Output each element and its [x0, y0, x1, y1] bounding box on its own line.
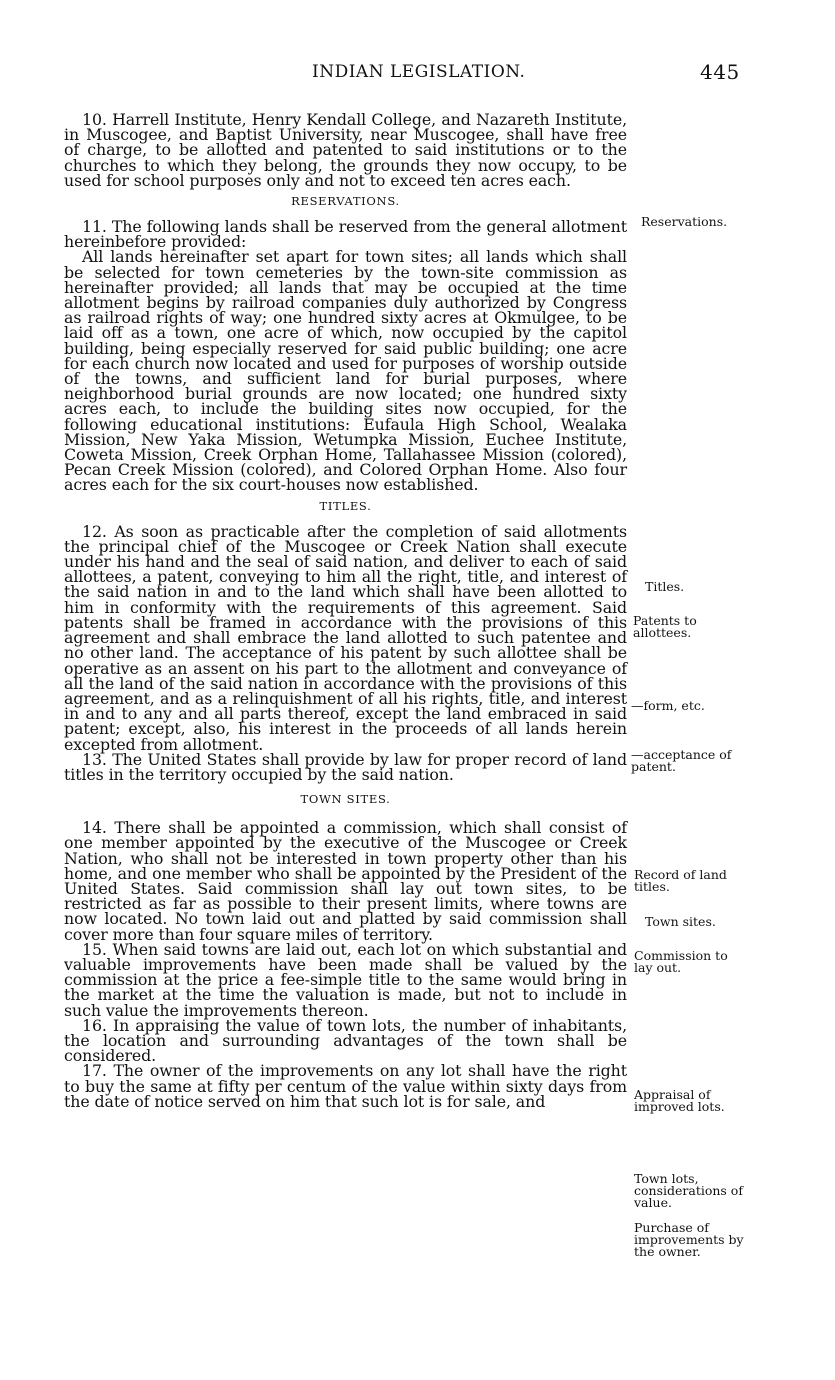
- margin-note-appraisal: Appraisal of improved lots.: [634, 1087, 725, 1114]
- heading-titles: TITLES.: [319, 498, 372, 513]
- paragraph-17: 17. The owner of the improvements on any lot shall have the right to buy the same at fifty per centum of the value within sixty days from the date of notice served on him that such lot is for sale, and: [64, 1061, 627, 1111]
- margin-note-town-lots: Town lots, considerations of value.: [634, 1171, 743, 1210]
- paragraph-11-lands: All lands hereinafter set apart for town sites; all lands which shall be selected for town cemeteries by the town-site commission as hereinafter provided; all lands that may be occupied at the time allotment begins by railroad companies duly authorized by Congress as railroad rights of way; one hundred sixty acres at Okmulgee, to be laid off as a town, one acre of which, now occupied by the capitol building, being especially reserved for said public building; one acre for each church now located and used for purposes of worship outside of the towns, and sufficient land for burial purposes, where neighborhood burial grounds are now located; one hundred sixty acres each, to include the building sites now occupied, for the following educational institutions: Eufaula High School, Wealaka Mission, New Yaka Mission, Wetumpka Mission, Euchee Institute, Coweta Mission, Creek Orphan Home, Tallahassee Mission (colored), Pecan Creek Mission (colored), and Colored Orphan Home. Also four acres each for the six court-houses now established.: [64, 247, 627, 495]
- margin-note-record: Record of land titles.: [634, 867, 727, 894]
- paragraph-12: 12. As soon as practicable after the completion of said allotments the principal chief of the Muscogee or Creek Nation shall execute under his hand and the seal of said nation, and deliver to each of said allottees, a patent, conveying to him all the right, title, and interest of the said nation in and to the land which shall have been allotted to him in conformity with the requirements of this agreement. Said patents shall be framed in accordance with the provisions of this agreement and shall embrace the land allotted to such patentee and no other land. The acceptance of his patent by such allottee shall be operative as an assent on his part to the allotment and conveyance of all the land of the said nation in accordance with the provisions of this agreement, and as a relinquishment of all his rights, title, and interest in and to any and all parts thereof, except the land embraced in said patent; except, also, his interest in the proceeds of all lands herein excepted from allotment.: [64, 521, 627, 754]
- margin-note-purchase: Purchase of improvements by the owner.: [634, 1220, 744, 1259]
- heading-town-sites: TOWN SITES.: [300, 792, 391, 807]
- margin-note-commission: Commission to lay out.: [634, 948, 728, 975]
- paragraph-10: 10. Harrell Institute, Henry Kendall College, and Nazareth Institute, in Muscogee, and Baptist University, near Muscogee, shall have free of charge, to be allotted and patented to said institutions or to the churches to which they belong, the grounds they now occupy, to be used for school purposes only and not to exceed ten acres each.: [64, 110, 627, 190]
- paragraph-11: 11. The following lands shall be reserved from the general allotment hereinbefore provided:: [64, 217, 627, 252]
- paragraph-15: 15. When said towns are laid out, each lot on which substantial and valuable improvements have been made shall be valued by the commission at the price a fee-simple title to the same would bring in the market at the time the valuation is made, but not to include in such value the improvements thereon.: [64, 939, 627, 1020]
- margin-note-titles: Titles.: [645, 579, 685, 594]
- margin-note-reservations: Reservations.: [641, 214, 728, 229]
- running-head: INDIAN LEGISLATION.: [312, 62, 526, 82]
- paragraph-13: 13. The United States shall provide by law for proper record of land titles in the territory occupied by the said nation.: [64, 749, 627, 784]
- page-number: 445: [700, 60, 740, 84]
- heading-reservations: RESERVATIONS.: [291, 194, 400, 209]
- margin-note-town-sites: Town sites.: [645, 914, 716, 929]
- margin-note-form: —form, etc.: [631, 698, 705, 713]
- margin-note-patents: Patents to allottees.: [633, 613, 697, 640]
- paragraph-16: 16. In appraising the value of town lots, the number of inhabitants, the location and surrounding advantages of the town shall be considered.: [64, 1015, 627, 1066]
- body-text: [64, 112, 627, 1109]
- margin-note-acceptance: —acceptance of patent.: [631, 747, 732, 774]
- paragraph-14: 14. There shall be appointed a commission, which shall consist of one member appointed by the executive of the Muscogee or Creek Nation, who shall not be interested in town property other than his home, and one member who shall be appointed by the President of the United States. Said commission shall lay out town sites, to be restricted as far as possible to their present limits, where towns are now located. No town laid out and platted by said commission shall cover more than four square miles of territory.: [64, 818, 627, 944]
